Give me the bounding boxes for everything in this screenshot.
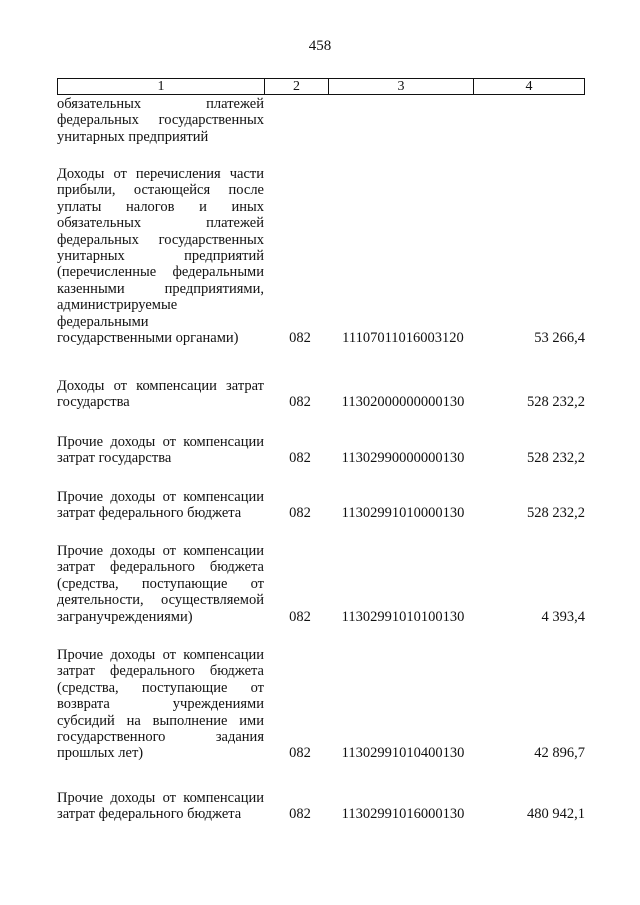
description-line: унитарных предприятий [57,128,209,145]
description-line: казенными предприятиями, [57,280,264,297]
row-description [57,96,264,145]
row-kbk: 11302991016000130 [341,806,465,823]
row-description [57,543,264,625]
description-line: Прочие доходы от компенсации [57,543,264,559]
table-header [57,78,585,95]
description-line: затрат федерального бюджета [57,505,242,522]
row-code: 082 [289,745,311,762]
row-description [57,434,264,467]
description-line: обязательных платежей [57,215,264,232]
description-line: федеральных государственных [57,112,264,129]
description-line: (средства, поступающие от [57,575,264,592]
row-kbk: 11107011016003120 [342,330,464,346]
row-description [57,647,264,762]
description-line: (средства, поступающие от [57,679,264,696]
row-kbk: 11302000000000130 [341,394,465,411]
row-amount: 528 232,2 [527,394,585,411]
description-line: субсидий на выполнение ими [57,712,264,729]
row-code: 082 [289,608,311,625]
description-line: затрат федерального бюджета [57,559,264,576]
row-amount: 480 942,1 [527,806,585,823]
description-line: государственными органами) [57,330,239,347]
header-col-4: 4 [525,79,533,94]
description-line: (перечисленные федеральными [57,264,264,281]
description-line: возврата учреждениями [57,696,264,713]
description-line: прибыли, остающейся после [57,182,264,199]
row-code: 082 [289,394,311,411]
row-amount: 42 896,7 [534,745,585,762]
row-kbk: 11302990000000130 [341,450,465,467]
row-description [57,378,264,411]
description-line: затрат государства [57,450,172,467]
description-line: федеральными [57,313,149,330]
description-line: прошлых лет) [57,745,144,762]
description-line: Прочие доходы от компенсации [57,434,264,450]
description-line: затрат федерального бюджета [57,663,264,680]
row-description [57,166,264,346]
description-line: Прочие доходы от компенсации [57,647,264,663]
row-code: 082 [289,450,311,467]
row-kbk: 11302991010400130 [341,745,465,762]
row-amount: 53 266,4 [534,330,585,346]
header-col-3: 3 [329,79,474,94]
row-code: 082 [289,806,311,823]
description-line: федеральных государственных [57,231,264,248]
row-code: 082 [289,505,311,522]
description-line: Доходы от компенсации затрат [57,378,264,394]
description-line: Доходы от перечисления части [57,166,264,182]
row-amount: 4 393,4 [541,608,585,625]
description-line: Прочие доходы от компенсации [57,790,264,806]
description-line: Прочие доходы от компенсации [57,489,264,505]
header-col-2: 2 [265,79,329,94]
description-line: уплаты налогов и иных [57,198,264,215]
description-line: унитарных предприятий [57,248,264,265]
row-kbk: 11302991010000130 [341,505,465,522]
description-line: государства [57,394,130,411]
row-amount: 528 232,2 [527,450,585,467]
page-number: 458 [308,38,332,54]
description-line: затрат федерального бюджета [57,806,242,823]
header-col-1: 1 [58,79,265,94]
description-line: администрируемые [57,297,178,314]
row-amount: 528 232,2 [527,505,585,522]
row-description [57,790,264,823]
description-line: обязательных платежей [57,96,264,112]
row-kbk: 11302991010100130 [341,608,465,625]
row-description [57,489,264,522]
description-line: загранучреждениями) [57,608,193,625]
description-line: государственного задания [57,729,264,746]
description-line: деятельности, осуществляемой [57,592,264,609]
row-code: 082 [289,330,311,346]
